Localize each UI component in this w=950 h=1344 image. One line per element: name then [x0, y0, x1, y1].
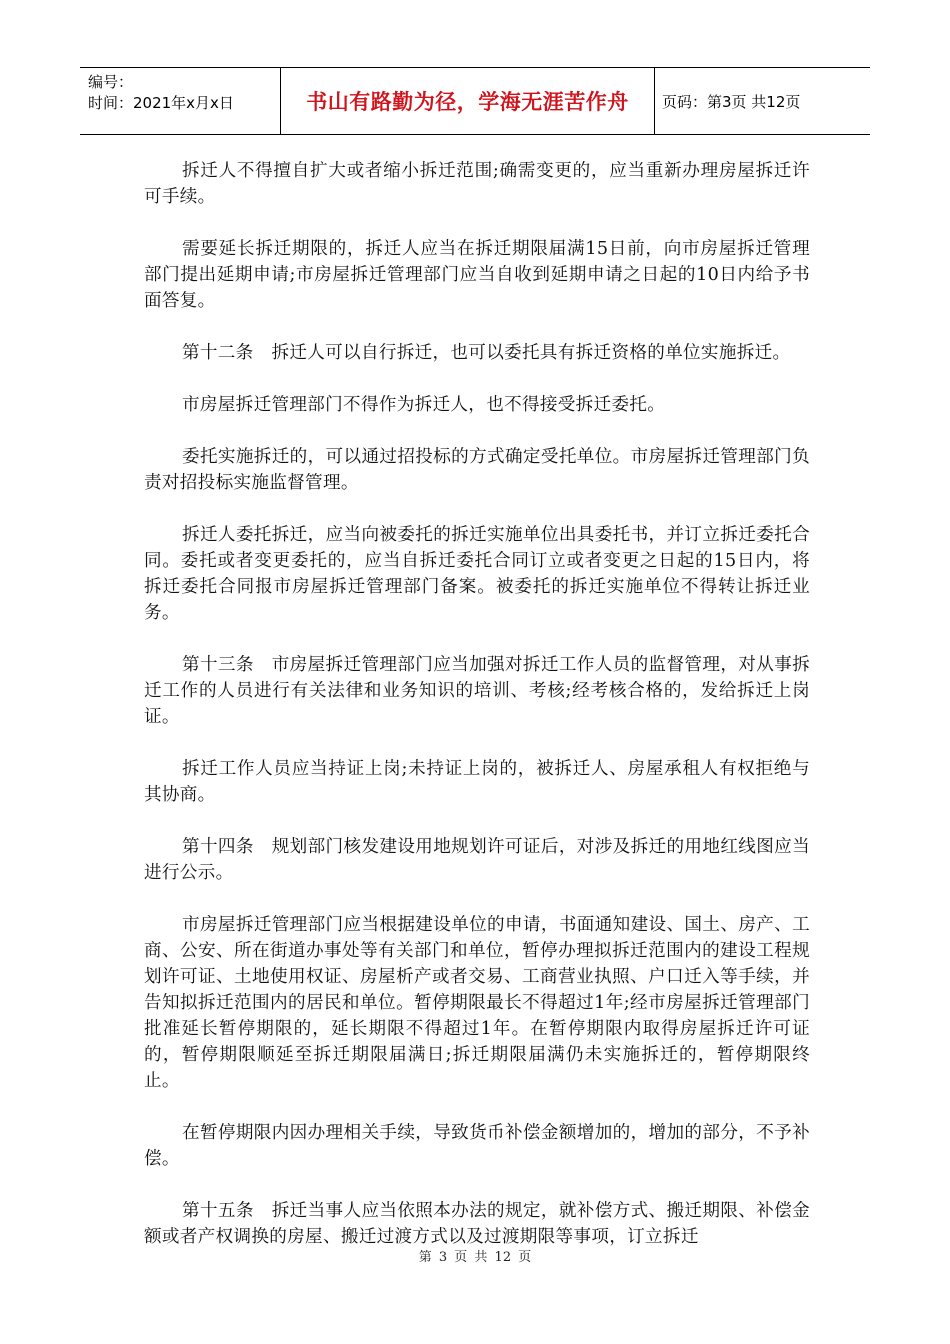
paragraph: 拆迁工作人员应当持证上岗;未持证上岗的，被拆迁人、房屋承租人有权拒绝与其协商。 — [144, 759, 810, 805]
paragraph: 委托实施拆迁的，可以通过招投标的方式确定受托单位。市房屋拆迁管理部门负责对招投标实施监督管理。 — [144, 447, 810, 493]
time-label: 时间：2021年x月x日 — [88, 94, 234, 112]
header-meta — [80, 68, 281, 134]
paragraph: 拆迁人委托拆迁，应当向被委托的拆迁实施单位出具委托书，并订立拆迁委托合同。委托或者变更委托的，应当自拆迁委托合同订立或者变更之日起的15日内，将拆迁委托合同报市房屋拆迁管理部门备案。被委托的拆迁实施单位不得转让拆迁业务。 — [144, 525, 810, 623]
paragraph: 第十五条 拆迁当事人应当依照本办法的规定，就补偿方式、搬迁期限、补偿金额或者产权调换的房屋、搬迁过渡方式以及过渡期限等事项，订立拆迁 — [144, 1201, 810, 1247]
serial-number-label: 编号： — [88, 73, 134, 91]
paragraph: 在暂停期限内因办理相关手续，导致货币补偿金额增加的，增加的部分，不予补偿。 — [144, 1123, 810, 1169]
paragraph: 市房屋拆迁管理部门不得作为拆迁人，也不得接受拆迁委托。 — [182, 395, 666, 415]
header-motto: 书山有路勤为径，学海无涯苦作舟 — [281, 68, 655, 134]
paragraph: 第十二条 拆迁人可以自行拆迁，也可以委托具有拆迁资格的单位实施拆迁。 — [182, 343, 791, 363]
page-header — [80, 67, 870, 135]
paragraph: 市房屋拆迁管理部门应当根据建设单位的申请，书面通知建设、国土、房产、工商、公安、所在街道办事处等有关部门和单位，暂停办理拟拆迁范围内的建设工程规划许可证、土地使用权证、房屋析产或者交易、工商营业执照、户口迁入等手续，并告知拟拆迁范围内的居民和单位。暂停期限最长不得超过1年;经市房屋拆迁管理部门批准延长暂停期限的，延长期限不得超过1年。在暂停期限内取得房屋拆迁许可证的，暂停期限顺延至拆迁期限届满日;拆迁期限届满仍未实施拆迁的，暂停期限终止。 — [144, 915, 810, 1091]
paragraph: 第十三条 市房屋拆迁管理部门应当加强对拆迁工作人员的监督管理，对从事拆迁工作的人员进行有关法律和业务知识的培训、考核;经考核合格的，发给拆迁上岗证。 — [144, 655, 810, 727]
page-footer: 第 3 页 共 12 页 — [418, 1250, 532, 1265]
paragraph: 第十四条 规划部门核发建设用地规划许可证后，对涉及拆迁的用地红线图应当进行公示。 — [144, 837, 810, 883]
document-body — [144, 158, 810, 1276]
paragraph: 需要延长拆迁期限的，拆迁人应当在拆迁期限届满15日前，向市房屋拆迁管理部门提出延期申请;市房屋拆迁管理部门应当自收到延期申请之日起的10日内给予书面答复。 — [144, 239, 810, 311]
paragraph: 拆迁人不得擅自扩大或者缩小拆迁范围;确需变更的，应当重新办理房屋拆迁许可手续。 — [144, 161, 810, 207]
header-page-info: 页码：第3页 共12页 — [662, 92, 801, 111]
